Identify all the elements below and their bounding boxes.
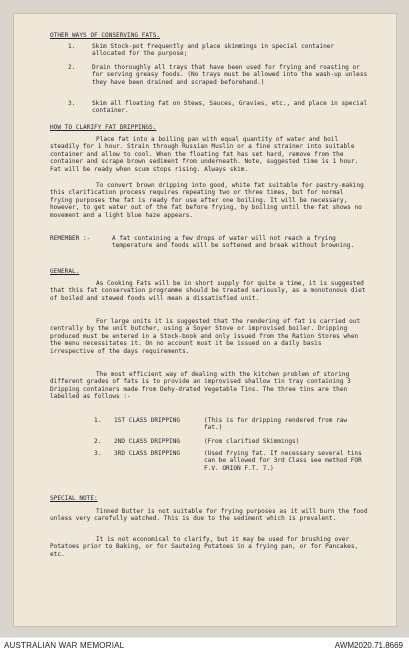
general-paragraph-1: As Cooking Fats will be in short supply for quite a time, it is suggested that this fat conservation programme should be treated seriously, as a monotonous diet of boiled and stewed foods will mean a dissatisfied unit.: [50, 280, 366, 302]
dripping-number: 1.: [94, 417, 102, 424]
archive-id: AWM2020.71.8669: [334, 641, 403, 650]
special-paragraph-2: It is not economical to clarify, but it may be used for brushing over Potatoes prior to Baking, or for Sauteing Potatoes in a frying pan, or for Pancakes, etc.: [50, 536, 359, 558]
dripping-description: (This is for dripping rendered from raw fat.): [204, 417, 348, 432]
heading-general: GENERAL.: [50, 268, 80, 275]
general-paragraph-3: The most efficient way of dealing with the kitchen problem of storing different grades of fats is to provide an improvised shallow tin tray containing 3 Dripping containers made from Dehy-drated Vegetable Tins. The three tins are then labelled as follows :-: [50, 371, 351, 401]
dripping-label: 2ND CLASS DRIPPING: [114, 438, 181, 445]
heading-clarify: HOW TO CLARIFY FAT DRIPPINGS.: [50, 124, 157, 131]
dripping-number: 3.: [94, 450, 102, 457]
special-paragraph-1: Tinned Butter is not suitable for frying purposes as it will burn the food unless very carefully watched. This is due to the sediment which is prevalent.: [50, 508, 368, 523]
general-paragraph-2: For large units it is suggested that the rendering of fat is carried out centrally by the unit butcher, using a Soyer Stove or improvised boiler. Dripping produced must be entered in a Stock-book and only issued from the Ration Stores when the menu necessitates it. On no account must it be issued on a daily basis irrespective of the days requirements.: [50, 318, 361, 355]
clarify-paragraph-2: To convert brown dripping into good, white fat suitable for pastry-making this clarification process requires repeating two or three times, but for normal frying purposes the fat is ready for use after one boiling. It will be necessary, however, to get water out of the fat before frying, by boiling until the fat shows no movement and a light blue haze appears.: [50, 182, 364, 219]
item-number: 2.: [68, 64, 76, 71]
item-number: 1.: [68, 43, 76, 50]
document-page: [14, 14, 396, 626]
dripping-label: 3RD CLASS DRIPPING: [114, 450, 181, 457]
clarify-paragraph-1: Place fat into a boiling pan with equal quantity of water and boil steadily for 1 hour. Strain through Russian Muslin or a fine strainer into suitable container and allow to cool. When the floating fat has set hard, remove from the container and scrape brown sediment from underneath. Note, suggested time is 1 hour. Fat will be ready when scum stops rising. Always skim.: [50, 136, 359, 173]
dripping-number: 2.: [94, 438, 102, 445]
list-item: Skim all floating fat on Stews, Sauces, Gravies, etc., and place in special container.: [92, 100, 368, 115]
archive-footer: [0, 637, 409, 654]
list-item: Skim Stock-pot frequently and place skimmings in special container allocated for the purpose;: [92, 43, 335, 58]
heading-special-note: SPECIAL NOTE:: [50, 495, 98, 502]
dripping-label: 1ST CLASS DRIPPING: [114, 417, 181, 424]
item-number: 3.: [68, 100, 76, 107]
archive-name: AUSTRALIAN WAR MEMORIAL: [4, 641, 125, 650]
dripping-description: (From clarified Skimmings): [204, 438, 300, 445]
remember-text: A fat containing a few drops of water will not reach a frying temperature and foods will be softened and break without browning.: [112, 235, 355, 250]
dripping-description: (Used frying fat. If necessary several tins can be allowed for 3rd Class see method FOR F.V. ORION F.T. 7.): [204, 450, 362, 472]
remember-label: REMEMBER :-: [50, 235, 91, 242]
heading-other-ways: OTHER WAYS OF CONSERVING FATS.: [50, 32, 161, 39]
list-item: Drain thoroughly all trays that have been used for frying and roasting or for serving greasy foods. (No trays must be allowed into the wash-up unless they have been drained and scraped beforehand.): [92, 64, 368, 86]
